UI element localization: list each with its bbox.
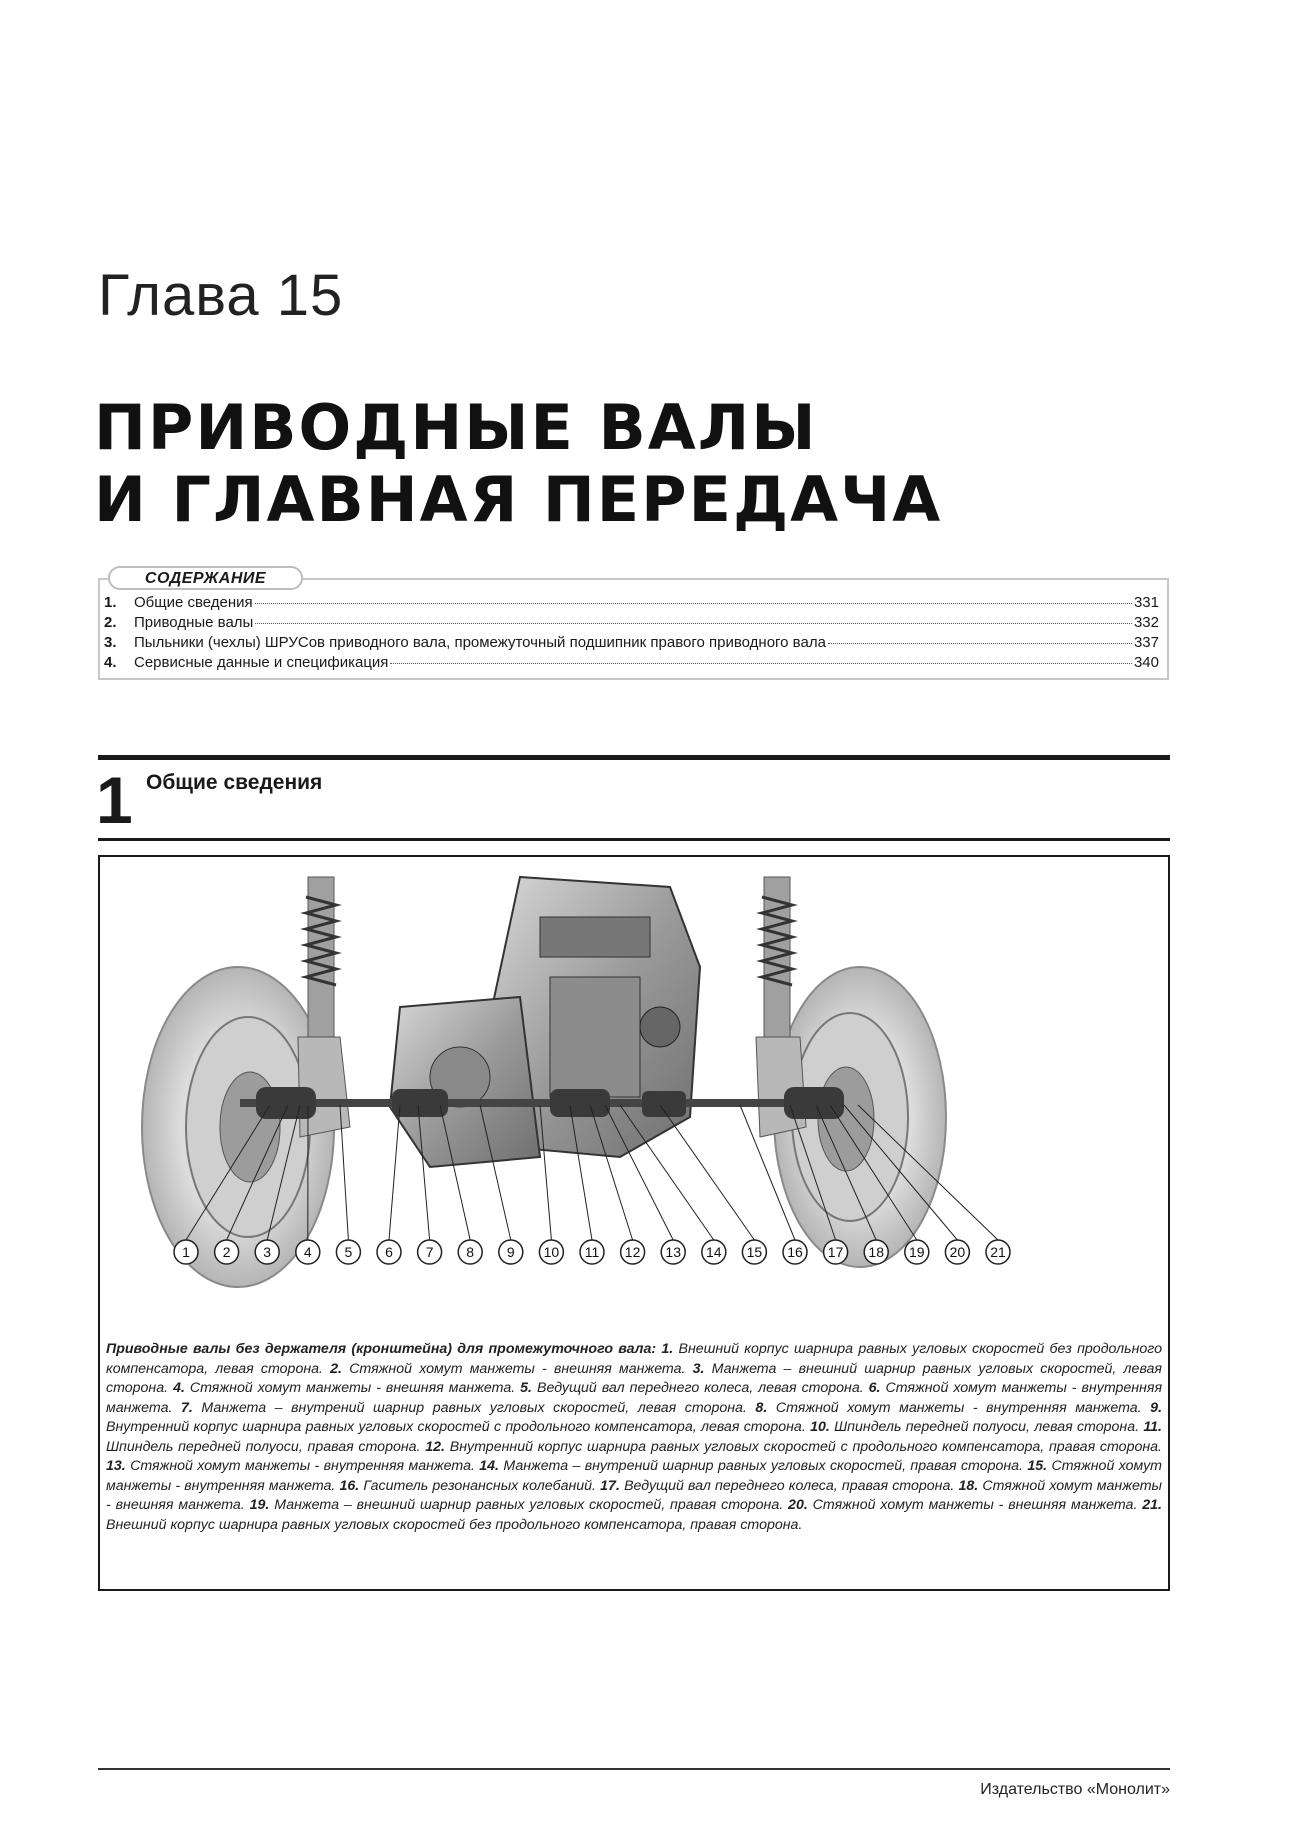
caption-item <box>335 1478 596 1494</box>
toc-item[interactable] <box>104 634 1159 654</box>
toc-label: СОДЕРЖАНИЕ <box>108 566 303 590</box>
caption-item-text: Стяжной хомут манжеты - внешняя манжета. <box>349 1360 686 1377</box>
toc-item-title: Пыльники (чехлы) ШРУСов приводного вала, промежуточный подшипник правого приводного вала <box>134 634 826 651</box>
callout-number: 16 <box>787 1244 803 1260</box>
transmission <box>390 997 540 1167</box>
caption-item <box>168 1380 515 1396</box>
callout-number: 12 <box>624 1244 641 1260</box>
caption-item-number: 11. <box>1139 1419 1163 1435</box>
toc-item[interactable] <box>104 614 1159 634</box>
toc-item-number: 1. <box>104 594 117 611</box>
callout-number: 1 <box>182 1244 190 1260</box>
callout-number: 18 <box>868 1244 884 1260</box>
caption-item-number: 6. <box>863 1380 886 1396</box>
callout-number: 10 <box>543 1244 560 1260</box>
toc-leader-dots <box>390 663 1132 664</box>
callout-number: 14 <box>706 1244 722 1260</box>
caption-item-number: 12. <box>420 1438 450 1455</box>
toc-leader-dots <box>255 623 1132 624</box>
callout-number: 19 <box>909 1244 925 1260</box>
callout-number: 9 <box>506 1244 515 1260</box>
caption-item-text: Стяжной хомут манжеты - внешняя манжета. <box>189 1380 516 1396</box>
callout-number: 2 <box>222 1244 231 1260</box>
caption-item-number: 5. <box>515 1380 537 1396</box>
caption-item-text: Шпиндель передней полуоси, левая сторона. <box>834 1419 1140 1435</box>
toc-item-number: 2. <box>104 614 117 631</box>
caption-item-number: 3. <box>685 1360 712 1377</box>
figure-caption <box>106 1340 1162 1535</box>
caption-item-text: Манжета – внешний шарнир равных угловых скоростей, правая сторона. <box>274 1497 784 1513</box>
caption-item <box>106 1458 475 1474</box>
caption-item-text: Внутренний корпус шарнира равных угловых скоростей с продольного компенсатора, правая сторона. <box>449 1438 1162 1455</box>
toc-list <box>104 594 1159 674</box>
caption-item-text: Стяжной хомут манжеты - внутренняя манжета. <box>130 1458 475 1474</box>
toc-item-title: Приводные валы <box>134 614 254 631</box>
footer-rule <box>98 1768 1170 1770</box>
caption-item-text: Стяжной хомут манжеты - внутренняя манжета. <box>775 1399 1142 1416</box>
section-rule-top <box>98 755 1170 760</box>
caption-item-text: Внешний корпус шарнира равных угловых скоростей без продольного компенсатора, левая сторона. <box>106 1341 1162 1377</box>
toc-item-page: 340 <box>1133 654 1159 671</box>
caption-item <box>806 1419 1139 1435</box>
caption-item <box>421 1439 1163 1455</box>
caption-item-number: 8. <box>746 1399 776 1416</box>
caption-item-number: 1. <box>661 1341 679 1357</box>
toc-leader-dots <box>255 603 1132 604</box>
caption-item-text: Внешний корпус шарнира равных угловых скоростей без продольного компенсатора, правая сторона. <box>106 1516 803 1533</box>
caption-item-text: Манжета – внешний шарнир равных угловых скоростей, левая сторона. <box>106 1360 1163 1396</box>
caption-item-text: Ведущий вал переднего колеса, правая сторона. <box>624 1477 955 1494</box>
callout-number: 13 <box>665 1244 681 1260</box>
caption-item-text: Стяжной хомут манжеты - внутренняя манжета. <box>106 1380 1163 1416</box>
caption-item <box>747 1400 1142 1416</box>
caption-item <box>172 1400 746 1416</box>
section-number: 1 <box>96 763 133 837</box>
callout-leader-line <box>389 1105 400 1240</box>
caption-item-number: 17. <box>596 1477 625 1494</box>
section-rule-bottom <box>98 838 1170 841</box>
callout-number: 11 <box>584 1244 600 1260</box>
caption-heading: Приводные валы без держателя (кронштейна) для промежуточного вала: <box>106 1341 657 1357</box>
callout-number: 20 <box>949 1244 966 1260</box>
caption-item-text: Внутренний корпус шарнира равных угловых скоростей с продольного компенсатора, левая сторона. <box>106 1419 806 1435</box>
toc-item-number: 3. <box>104 634 117 651</box>
callout-number: 21 <box>990 1244 1006 1260</box>
caption-item <box>596 1478 954 1494</box>
callout-number: 15 <box>746 1244 763 1260</box>
caption-item-number: 21. <box>1137 1497 1162 1513</box>
caption-item <box>323 1361 685 1377</box>
chapter-title-line-1: ПРИВОДНЫЕ ВАЛЫ <box>94 391 818 464</box>
caption-item-number: 7. <box>172 1399 202 1416</box>
caption-item-number: 20. <box>783 1497 813 1513</box>
caption-item-number: 4. <box>168 1380 190 1396</box>
caption-item-number: 9. <box>1141 1399 1163 1416</box>
caption-item-text: Стяжной хомут манжеты - внешняя манжета. <box>812 1497 1138 1513</box>
toc-leader-dots <box>828 643 1132 644</box>
callout-number: 17 <box>827 1244 844 1260</box>
caption-item-number: 2. <box>322 1360 350 1377</box>
caption-item-text: Стяжной хомут манжеты - внутренняя манжета. <box>106 1458 1163 1494</box>
caption-item-text: Манжета – внутрений шарнир равных угловых скоростей, левая сторона. <box>201 1399 747 1416</box>
chapter-title <box>94 392 942 536</box>
callout-number: 6 <box>385 1244 393 1260</box>
caption-item-number: 16. <box>335 1477 364 1494</box>
toc-item-number: 4. <box>104 654 117 671</box>
caption-item <box>515 1380 864 1396</box>
callout-number: 8 <box>466 1244 475 1260</box>
toc-item-page: 332 <box>1133 614 1159 631</box>
callout-number: 4 <box>303 1244 312 1260</box>
callouts <box>174 1240 1010 1264</box>
chapter-label: Глава 15 <box>98 263 344 328</box>
caption-item-number: 10. <box>805 1419 835 1435</box>
caption-item-number: 19. <box>244 1497 275 1513</box>
caption-item-text: Стяжной хомут манжеты - внешняя манжета. <box>106 1477 1162 1513</box>
callout-number: 5 <box>344 1244 353 1260</box>
toc-item-title: Общие сведения <box>134 594 253 611</box>
callout-leader-line <box>660 1105 754 1240</box>
section-title: Общие сведения <box>146 771 323 794</box>
caption-item-number: 15. <box>1023 1458 1052 1474</box>
caption-item-number: 18. <box>954 1477 983 1494</box>
caption-item-text: Шпиндель передней полуоси, правая сторона. <box>106 1438 421 1455</box>
caption-items <box>106 1341 1162 1533</box>
toc-item-title: Сервисные данные и спецификация <box>134 654 389 671</box>
caption-item-text: Гаситель резонансных колебаний. <box>363 1477 596 1494</box>
caption-item-number: 14. <box>474 1458 504 1474</box>
toc-item-page: 337 <box>1133 634 1159 651</box>
callout-number: 7 <box>425 1244 434 1260</box>
chapter-title-line-2: И ГЛАВНАЯ ПЕРЕДАЧА <box>94 463 943 536</box>
caption-item <box>245 1497 783 1513</box>
toc-item[interactable] <box>104 594 1159 614</box>
caption-item <box>475 1458 1023 1474</box>
toc-item[interactable] <box>104 654 1159 674</box>
caption-item-text: Ведущий вал переднего колеса, левая сторона. <box>537 1380 864 1396</box>
publisher: Издательство «Монолит» <box>980 1781 1170 1798</box>
caption-item-text: Манжета – внутрений шарнир равных угловых скоростей, правая сторона. <box>503 1458 1024 1474</box>
caption-item <box>783 1497 1137 1513</box>
callout-number: 3 <box>263 1244 272 1260</box>
caption-item-number: 13. <box>106 1458 131 1474</box>
toc-item-page: 331 <box>1133 594 1159 611</box>
